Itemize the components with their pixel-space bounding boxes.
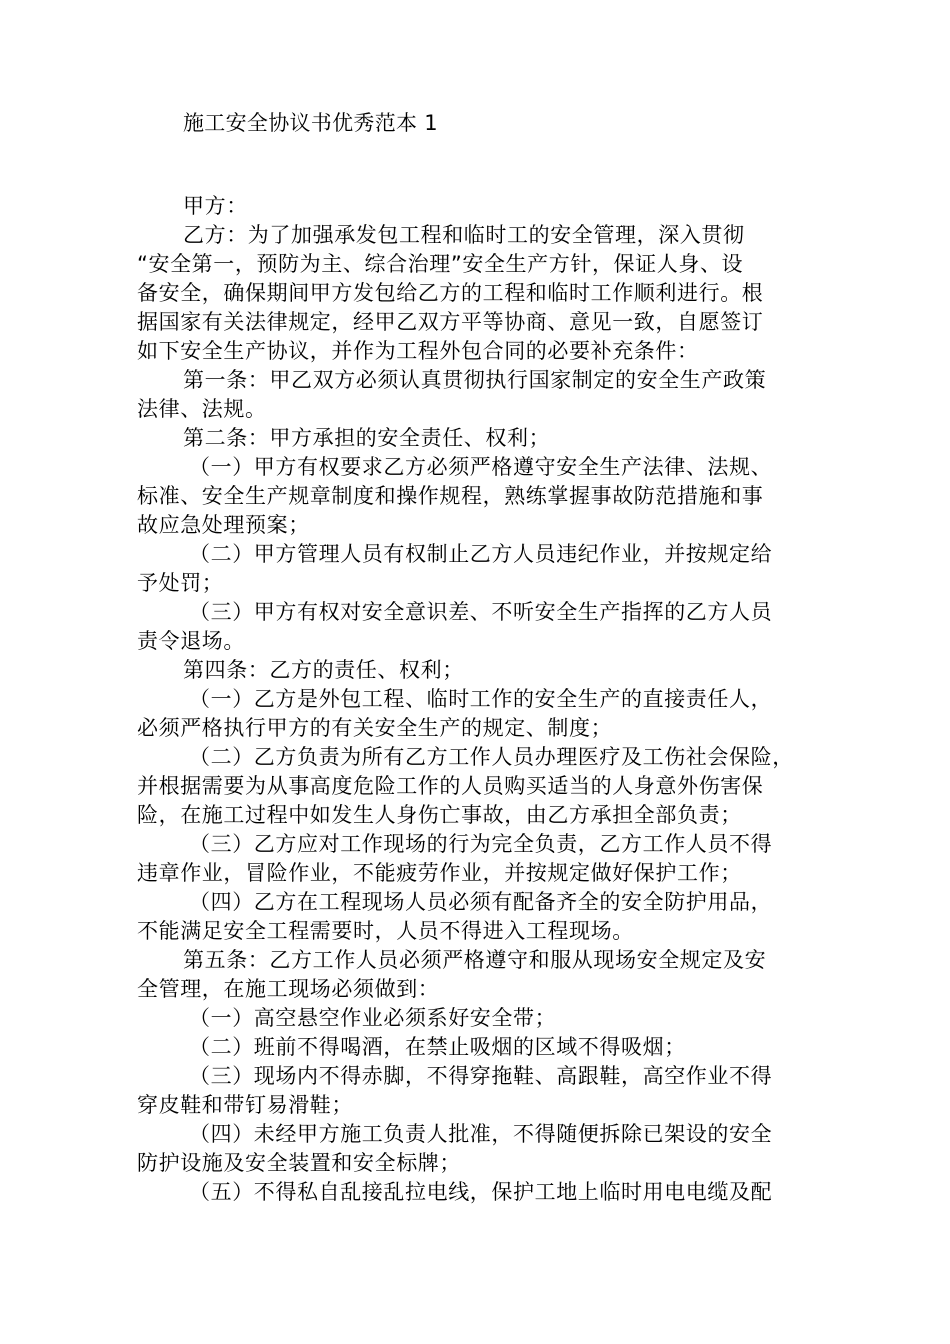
body-line: 第五条：乙方工作人员必须严格遵守和服从现场安全规定及安 <box>183 948 767 972</box>
body-line: 标准、安全生产规章制度和操作规程，熟练掌握事故防范措施和事 <box>137 484 764 508</box>
body-line: 予处罚； <box>137 571 224 595</box>
body-line: 故应急处理预案； <box>137 513 310 537</box>
body-line: （一）甲方有权要求乙方必须严格遵守安全生产法律、法规、 <box>189 455 773 479</box>
body-line: 备安全，确保期间甲方发包给乙方的工程和临时工作顺利进行。根 <box>137 281 764 305</box>
document-body <box>137 192 827 1207</box>
body-line: 第二条：甲方承担的安全责任、权利； <box>183 426 551 450</box>
body-line: 全管理，在施工现场必须做到： <box>137 977 440 1001</box>
body-line: “安全第一，预防为主、综合治理”安全生产方针，保证人身、设 <box>137 252 744 276</box>
body-line: （四）未经甲方施工负责人批准，不得随便拆除已架设的安全 <box>189 1122 773 1146</box>
body-line: （一）高空悬空作业必须系好安全带； <box>189 1006 557 1030</box>
body-line: 第一条：甲乙双方必须认真贯彻执行国家制定的安全生产政策 <box>183 368 767 392</box>
body-line: （二）乙方负责为所有乙方工作人员办理医疗及工伤社会保险， <box>189 745 794 769</box>
body-line: 不能满足安全工程需要时，人员不得进入工程现场。 <box>137 919 634 943</box>
body-line: （二）班前不得喝酒，在禁止吸烟的区域不得吸烟； <box>189 1035 686 1059</box>
body-line: 必须严格执行甲方的有关安全生产的规定、制度； <box>137 716 613 740</box>
body-line: 违章作业，冒险作业，不能疲劳作业，并按规定做好保护工作； <box>137 861 742 885</box>
body-line: （一）乙方是外包工程、临时工作的安全生产的直接责任人， <box>189 687 773 711</box>
body-line: 乙方：为了加强承发包工程和临时工的安全管理，深入贯彻 <box>183 223 745 247</box>
body-line: （二）甲方管理人员有权制止乙方人员违纪作业，并按规定给 <box>189 542 773 566</box>
body-line: 并根据需要为从事高度危险工作的人员购买适当的人身意外伤害保 <box>137 774 764 798</box>
body-line: （三）甲方有权对安全意识差、不听安全生产指挥的乙方人员 <box>189 600 773 624</box>
body-line: 据国家有关法律规定，经甲乙双方平等协商、意见一致，自愿签订 <box>137 310 764 334</box>
body-line: 甲方： <box>183 194 248 218</box>
body-line: 防护设施及安全装置和安全标牌； <box>137 1151 461 1175</box>
body-line: （三）乙方应对工作现场的行为完全负责，乙方工作人员不得 <box>189 832 773 856</box>
body-line: 第四条：乙方的责任、权利； <box>183 658 464 682</box>
body-line: 如下安全生产协议，并作为工程外包合同的必要补充条件： <box>137 339 699 363</box>
body-line: 责令退场。 <box>137 629 245 653</box>
body-line: 险，在施工过程中如发生人身伤亡事故，由乙方承担全部负责； <box>137 803 742 827</box>
body-line: （三）现场内不得赤脚，不得穿拖鞋、高跟鞋，高空作业不得 <box>189 1064 773 1088</box>
body-line: 穿皮鞋和带钉易滑鞋； <box>137 1093 353 1117</box>
body-line: （四）乙方在工程现场人员必须有配备齐全的安全防护用品， <box>189 890 773 914</box>
body-line: （五）不得私自乱接乱拉电线，保护工地上临时用电电缆及配 <box>189 1180 773 1204</box>
body-line: 法律、法规。 <box>137 397 267 421</box>
document-title: 施工安全协议书优秀范本 1 <box>183 111 438 135</box>
